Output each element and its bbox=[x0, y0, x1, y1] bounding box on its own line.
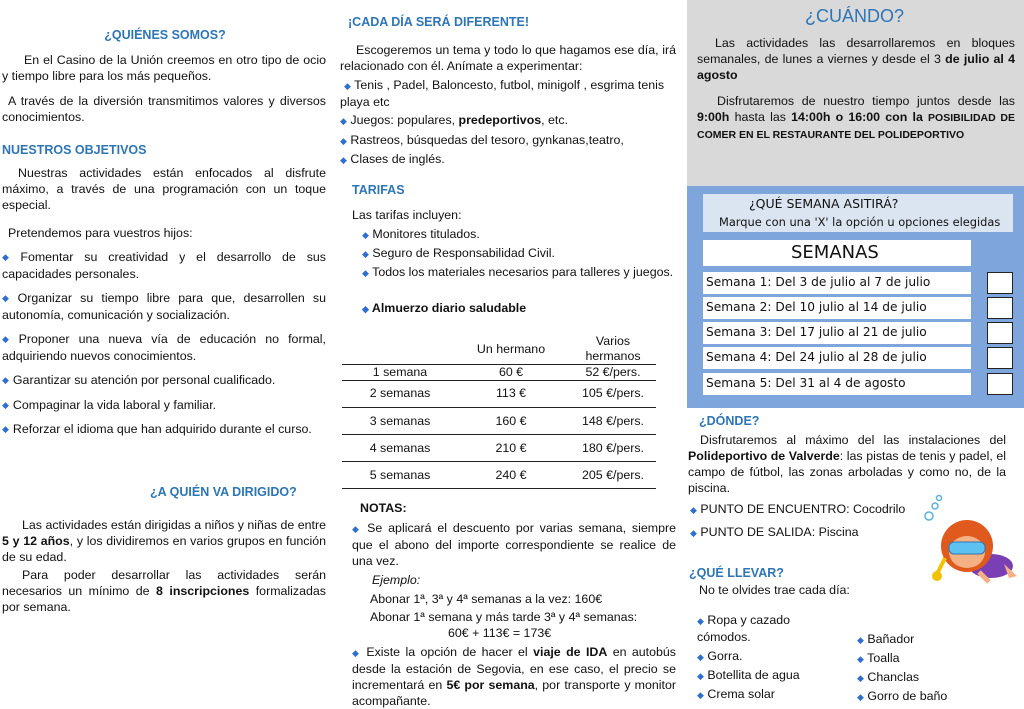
semana-question: ¿QUÉ SEMANA ASITIRÁ? bbox=[749, 196, 899, 211]
llevar-item: ◆ Botellita de agua bbox=[697, 668, 800, 682]
objetivo-item: ◆ Compaginar la vida laboral y familiar. bbox=[2, 397, 326, 414]
quienes-title: ¿QUIÉNES SOMOS? bbox=[104, 28, 226, 42]
bullet-icon: ◆ bbox=[344, 81, 351, 91]
objetivo-item: ◆ Fomentar su creatividad y el desarrollo de sus capacidades personales. bbox=[2, 249, 326, 282]
bullet-icon: ◆ bbox=[690, 528, 697, 538]
tarifas-table bbox=[342, 334, 656, 489]
bullet-icon: ◆ bbox=[362, 304, 369, 314]
ejemplo-line: Abonar 1ª semana y más tarde 3ª y 4ª semanas: bbox=[370, 610, 638, 624]
quienes-p1: En el Casino de la Unión creemos en otro tipo de ocio y tiempo libre para los más pequeños. bbox=[2, 53, 326, 83]
bullet-icon: ◆ bbox=[362, 249, 369, 259]
semana-hint: Marque con una 'X' la opción u opciones elegidas bbox=[719, 215, 1001, 229]
donde-p1: Disfrutaremos al máximo del las instalaciones del Polideportivo de Valverde: las pistas de tenis y padel, el campo de fútbol, las zonas arboladas y como no, de la piscina. bbox=[688, 433, 1006, 495]
donde-title: ¿DÓNDE? bbox=[699, 414, 760, 428]
semana-checkbox[interactable] bbox=[987, 297, 1013, 319]
punto-salida: ◆ PUNTO DE SALIDA: Piscina bbox=[690, 525, 859, 539]
ejemplo-label: Ejemplo: bbox=[372, 573, 421, 587]
llevar-item: ◆ Chanclas bbox=[857, 670, 920, 684]
ejemplo-line: 60€ + 113€ = 173€ bbox=[448, 626, 552, 640]
swimmer-kid-illustration bbox=[909, 494, 1021, 586]
bullet-icon: ◆ bbox=[857, 692, 864, 702]
bullet-icon: ◆ bbox=[340, 136, 347, 146]
objetivo-item: ◆ Reforzar el idioma que han adquirido durante el curso. bbox=[2, 421, 326, 438]
diferente-item: ◆ Rastreos, búsquedas del tesoro, gynkanas,teatro, bbox=[340, 133, 624, 147]
diferente-item: ◆ Clases de inglés. bbox=[340, 152, 445, 166]
semanas-panel bbox=[687, 186, 1024, 408]
tarifa-item: ◆ Seguro de Responsabilidad Civil. bbox=[362, 246, 555, 260]
llevar-item: ◆ Gorro de baño bbox=[857, 689, 948, 703]
semana-option: Semana 5: Del 31 al 4 de agosto bbox=[703, 373, 971, 395]
ejemplo-line: Abonar 1ª, 3ª y 4ª semanas a la vez: 160€ bbox=[370, 592, 603, 606]
tarifa-item: ◆ Todos los materiales necesarios para talleres y juegos. bbox=[362, 265, 674, 279]
llevar-title: ¿QUÉ LLEVAR? bbox=[689, 566, 784, 580]
bullet-icon: ◆ bbox=[697, 671, 704, 681]
objetivos-p2: Pretendemos para vuestros hijos: bbox=[8, 226, 193, 240]
semana-question-box bbox=[703, 194, 1013, 232]
bullet-icon: ◆ bbox=[857, 635, 864, 645]
diferente-p1: Escogeremos un tema y todo lo que hagamos ese día, irá relacionado con él. Anímate a experimentar: bbox=[340, 43, 676, 73]
cuando-title: ¿CUÁNDO? bbox=[805, 6, 905, 26]
cuando-p2: Disfrutaremos de nuestro tiempo juntos desde las 9:00h hasta las 14:00h o 16:00 con la POSIBILIDAD DE COMER EN EL RESTAURANTE DEL POLIDEPORTIVO bbox=[697, 94, 1015, 141]
tarifas-title: TARIFAS bbox=[352, 183, 405, 197]
bullet-icon: ◆ bbox=[857, 673, 864, 683]
semana-option: Semana 4: Del 24 julio al 28 de julio bbox=[703, 347, 971, 369]
notas-p2: ◆ Existe la opción de hacer el viaje de IDA en autobús desde la estación de Segovia, en ese caso, el precio se incrementará en 5€ por semana, por transporte y monitor acompañante. bbox=[352, 645, 676, 708]
dirigido-title: ¿A QUIÉN VA DIRIGIDO? bbox=[150, 485, 297, 499]
bullet-icon: ◆ bbox=[857, 654, 864, 664]
table-row: 1 semana 60 € 52 €/pers. bbox=[342, 365, 656, 381]
semana-checkbox[interactable] bbox=[987, 347, 1013, 369]
llevar-item: ◆ Ropa y cazado cómodos. bbox=[697, 613, 791, 644]
dirigido-p2: Para poder desarrollar las actividades serán necesarios un mínimo de 8 inscripciones formalizadas por semana. bbox=[2, 568, 326, 614]
bullet-icon: ◆ bbox=[340, 116, 347, 126]
objetivos-title: NUESTROS OBJETIVOS bbox=[2, 143, 147, 157]
quienes-p2: A través de la diversión transmitimos valores y diversos conocimientos. bbox=[2, 94, 326, 124]
table-row: 3 semanas 160 € 148 €/pers. bbox=[342, 408, 656, 435]
cuando-box bbox=[687, 0, 1024, 186]
objetivo-item: ◆ Proponer una nueva vía de educación no formal, adquiriendo nuevos conocimientos. bbox=[2, 331, 326, 364]
bullet-icon: ◆ bbox=[690, 505, 697, 515]
objetivo-item: ◆ Organizar su tiempo libre para que, desarrollen su autonomía, comunicación y socialización. bbox=[2, 290, 326, 323]
notas-p1: ◆ Se aplicará el descuento por varias semana, siempre que el abono del importe correspondiente se realice de una vez. bbox=[352, 521, 676, 568]
semana-checkbox[interactable] bbox=[987, 322, 1013, 344]
semana-checkbox[interactable] bbox=[987, 272, 1013, 294]
objetivo-item: ◆ Garantizar su atención por personal cualificado. bbox=[2, 372, 326, 389]
objetivos-p1: Nuestras actividades están enfocados al disfrute máximo, a través de una programación con un toque especial. bbox=[2, 166, 326, 212]
notas-title: NOTAS: bbox=[360, 501, 407, 515]
bullet-icon: ◆ bbox=[697, 616, 704, 626]
llevar-item: ◆ Gorra. bbox=[697, 649, 743, 663]
tarifas-intro: Las tarifas incluyen: bbox=[352, 208, 462, 222]
bullet-icon: ◆ bbox=[362, 230, 369, 240]
column-middle bbox=[338, 0, 680, 709]
table-header: Un hermano bbox=[476, 342, 546, 356]
llevar-intro: No te olvides trae cada día: bbox=[699, 583, 850, 597]
punto-encuentro: ◆ PUNTO DE ENCUENTRO: Cocodrilo bbox=[690, 502, 906, 516]
semana-option: Semana 1: Del 3 de julio al 7 de julio bbox=[703, 272, 971, 294]
semana-option: Semana 2: Del 10 julio al 14 de julio bbox=[703, 297, 971, 319]
llevar-item: ◆ Bañador bbox=[857, 632, 915, 646]
table-row: 5 semanas 240 € 205 €/pers. bbox=[342, 462, 656, 489]
semana-checkbox[interactable] bbox=[987, 373, 1013, 395]
llevar-item: ◆ Crema solar bbox=[697, 687, 775, 701]
bullet-icon: ◆ bbox=[697, 690, 704, 700]
column-right bbox=[687, 0, 1024, 709]
table-row: 4 semanas 210 € 180 €/pers. bbox=[342, 435, 656, 462]
table-header: Varios hermanos bbox=[585, 334, 641, 363]
bullet-icon: ◆ bbox=[697, 652, 704, 662]
tarifa-item: ◆ Monitores titulados. bbox=[362, 227, 480, 241]
diferente-title: ¡CADA DÍA SERÁ DIFERENTE! bbox=[348, 15, 530, 29]
cuando-p1: Las actividades las desarrollaremos en bloques semanales, de lunes a viernes y desde el 3 de julio al 4 agosto bbox=[697, 36, 1015, 82]
diferente-item: ◆ Juegos: populares, predeportivos, etc. bbox=[340, 113, 569, 127]
llevar-item: ◆ Toalla bbox=[857, 651, 900, 665]
bullet-icon: ◆ bbox=[352, 648, 361, 658]
bullet-icon: ◆ bbox=[340, 155, 347, 165]
table-row: 2 semanas 113 € 105 €/pers. bbox=[342, 381, 656, 408]
dirigido-p1: Las actividades están dirigidas a niños y niñas de entre 5 y 12 años, y los dividiremos en varios grupos en función de su edad. bbox=[2, 518, 327, 564]
bullet-icon: ◆ bbox=[352, 524, 362, 534]
semana-option: Semana 3: Del 17 julio al 21 de julio bbox=[703, 322, 971, 344]
diferente-item: ◆ Tenis , Padel, Baloncesto, futbol, minigolf , esgrima tenis playa etc bbox=[340, 78, 665, 109]
tarifa-item-bold: ◆ Almuerzo diario saludable bbox=[362, 301, 527, 315]
semanas-title: SEMANAS bbox=[703, 240, 971, 266]
column-left bbox=[0, 0, 330, 709]
bullet-icon: ◆ bbox=[362, 268, 369, 278]
